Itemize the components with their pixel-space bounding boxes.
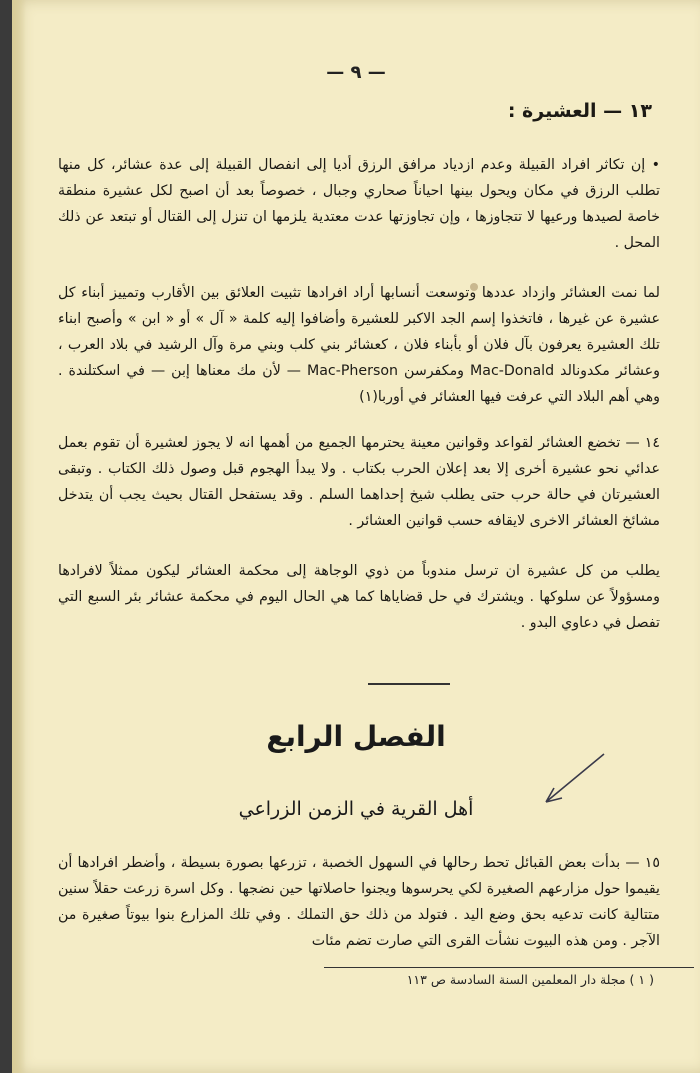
paragraph-15: ١٥ — بدأت بعض القبائل تحط رحالها في السهول الخصبة ، تزرعها بصورة بسيطة ، وأضطر افرادها أن يقيموا حول مزارعهم الصغيرة لكي يحرسوها ويجنوا حاصلاتها حين نضجها . وكل اسرة زرعت حقلاً سنين متتالية كانت تدعيه بحق وضع اليد . فتولد من ذلك حق التملك . وفي تلك المزارع بنوا بيوتاً صغيرة من الآجر . ومن هذه البيوت نشأت القرى التي صارت تضم مئات: [58, 855, 660, 949]
paragraph-2: لما نمت العشائر وازداد عددها وتوسعت أنسابها أراد افرادها تثبيت العلائق بين الأقارب وتمييز أبناء كل عشيرة عن غيرها ، فاتخذوا إسم الجد الاكبر للعشيرة وأضافوا إليه كلمة « آل » أو « ابن » وأصبح ابناء تلك العشيرة يعرفون بآل فلان أو بأبناء فلان ، كعشائر بني كلب وبني مرة وآل الرشيد في بلاد العرب ، وعشائر مكدونالد Mac-Donald ومكفرسن Mac-Pherson — لأن مك معناها إبن — في اسكتلندة . وهي أهم البلاد التي عرفت فيها العشائر في أوربا(١): [58, 285, 660, 405]
footnote-rule: [324, 967, 694, 968]
paragraph-3: ١٤ — تخضع العشائر لقواعد وقوانين معينة يحترمها الجميع من أهمها انه لا يجوز لعشيرة أن تقوم بعمل عدائي نحو عشيرة أخرى إلا بعد إعلان الحرب بكتاب . ولا يبدأ الهجوم قبل وصول ذلك الكتاب . وتبقى العشيرتان في حالة حرب حتى يطلب شيخ إحداهما السلم . وقد يستفحل القتال بحيث يجب أن يتدخل مشائخ العشائر الاخرى لايقافه حسب قوانين العشائر .: [58, 435, 660, 529]
chapter-subtitle: أهل القرية في الزمن الزراعي: [238, 798, 474, 820]
paragraph-1: • إن تكاثر افراد القبيلة وعدم ازدياد مرافق الرزق أديا إلى انفصال القبيلة إلى عدة عشائر، كل منها تطلب الرزق في مكان ويحول بينها احياناً صحاري وجبال ، خصوصاً بعد أن اصبح لكل عشيرة منطقة خاصة لصيدها ورعيها لا تتجاوزها ، وإن تجاوزتها عدت معتدية يلزمها ان تنزل إلى القتال أو تبتعد عن ذلك المحل .: [58, 157, 660, 251]
page-number: — ٩ —: [326, 62, 386, 83]
section-divider: [368, 683, 450, 685]
chapter-title: الفصل الرابع: [266, 720, 446, 753]
section-heading: ١٣ — العشيرة :: [507, 100, 652, 122]
paragraph-4: يطلب من كل عشيرة ان ترسل مندوباً من ذوي الوجاهة إلى محكمة العشائر ليكون ممثلاً لافرادها ومسؤولاً عن سلوكها . ويشترك في حل قضاياها كما هي الحال اليوم في محكمة عشائر بئر السبع التي تفصل في دعاوي البدو .: [58, 563, 660, 631]
footnote: ( ١ ) مجلة دار المعلمين السنة السادسة ص ١١٣: [406, 972, 654, 987]
book-page: [12, 0, 700, 1073]
